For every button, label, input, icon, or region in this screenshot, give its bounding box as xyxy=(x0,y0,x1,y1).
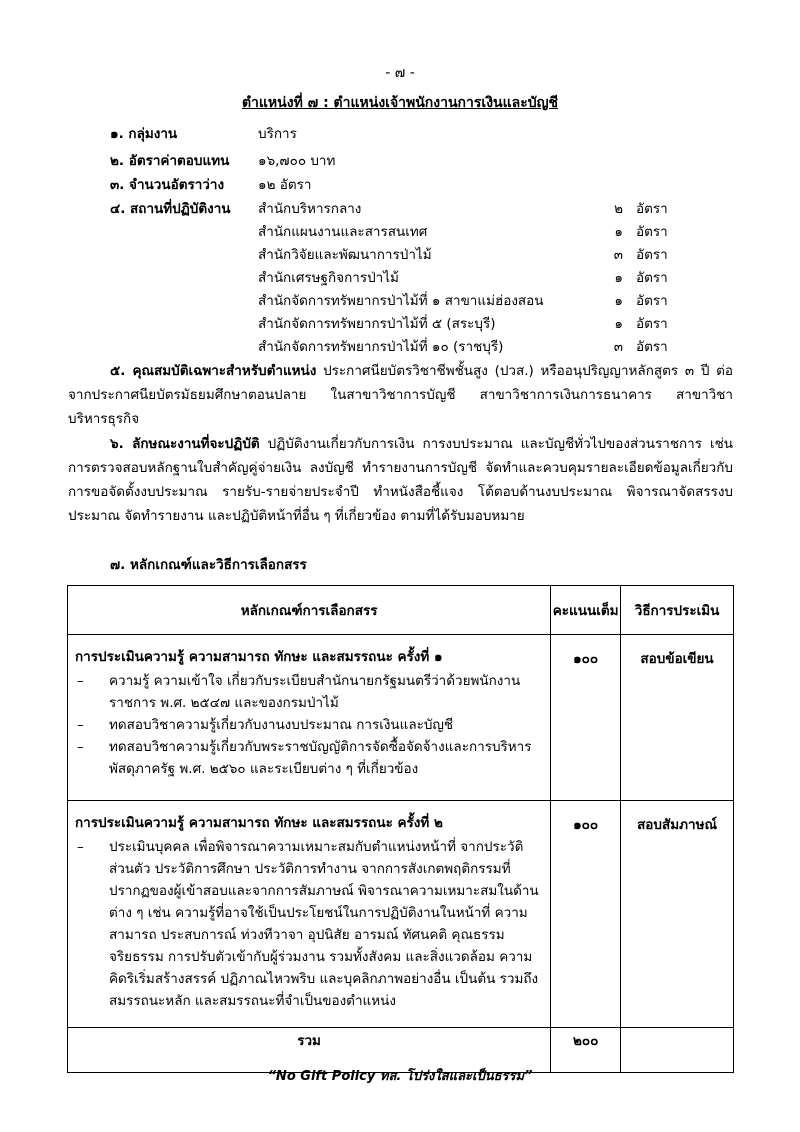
location-unit: อัตรา xyxy=(636,293,668,309)
location-name: สำนักเศรษฐกิจการป่าไม้ xyxy=(258,270,399,286)
header-criteria: หลักเกณฑ์การเลือกสรร xyxy=(68,586,551,635)
footer-slogan: “No Gift Policy ทส. โปร่งใสและเป็นธรรม” xyxy=(267,1069,533,1084)
header-score: คะแนนเต็ม xyxy=(551,586,621,635)
criteria-cell xyxy=(68,635,551,801)
total-score: ๒๐๐ xyxy=(551,1028,621,1073)
page-number: - ๗ - xyxy=(385,65,415,81)
location-unit: อัตรา xyxy=(636,316,668,332)
section-method: สอบข้อเขียน xyxy=(621,635,734,801)
vacancy-value: ๑๒ อัตรา xyxy=(258,177,312,193)
location-count: ๑ xyxy=(614,293,623,309)
group-label: ๑. กลุ่มงาน xyxy=(110,126,178,142)
qualification-text: ประกาศนียบัตรวิชาชีพชั้นสูง (ปวส.) หรืออนุปริญญาหลักสูตร ๓ ปี ต่อจากประกาศนียบัตรมัธยมศึกษาตอนปลาย ในสาขาวิชาการบัญชี สาขาวิชาการเงินการธนาคาร สาขาวิชาบริหารธุรกิจ xyxy=(68,363,733,427)
location-count: ๓ xyxy=(613,247,623,263)
bullet-text: ความรู้ ความเข้าใจ เกี่ยวกับระเบียบสำนักนายกรัฐมนตรีว่าด้วยพนักงานราชการ พ.ศ. ๒๕๔๗ และของกรมป่าไม้ xyxy=(109,673,521,711)
location-item xyxy=(258,198,728,220)
location-name: สำนักบริหารกลาง xyxy=(258,201,362,217)
location-label: ๔. สถานที่ปฏิบัติงาน xyxy=(110,201,231,217)
wage-value: ๑๖,๗๐๐ บาท xyxy=(258,153,336,169)
bullet-text: ทดสอบวิชาความรู้เกี่ยวกับพระราชบัญญัติการจัดซื้อจัดจ้างและการบริหารพัสดุภาครัฐ พ.ศ. ๒๕๖๐ และระเบียบต่าง ๆ ที่เกี่ยวข้อง xyxy=(109,739,532,777)
table-header-row xyxy=(68,586,734,635)
section-method: สอบสัมภาษณ์ xyxy=(621,801,734,1028)
duties-text: ปฏิบัติงานเกี่ยวกับการเงิน การงบประมาณ และบัญชีทั่วไปของส่วนราชการ เช่น การตรวจสอบหลักฐานใบสำคัญคู่จ่ายเงิน ลงบัญชี ทำรายงานการบัญชี จัดทำและควบคุมรายละเอียดข้อมูลเกี่ยวกับการขอจัดตั้งงบประมาณ รายรับ-รายจ่ายประจำปี ทำหนังสือชี้แจง โต้ตอบด้านงบประมาณ พิจารณาจัดสรรงบประมาณ จัดทำรายงาน และปฏิบัติหน้าที่อื่น ๆ ที่เกี่ยวข้อง ตามที่ได้รับมอบหมาย xyxy=(68,436,733,524)
location-count: ๑ xyxy=(614,224,623,240)
criteria-bullet: – ประเมินบุคคล เพื่อพิจารณาความเหมาะสมกับตำแหน่งหน้าที่ จากประวัติส่วนตัว ประวัติการศึกษา ประวัติการทำงาน จากการสังเกตพฤติกรรมที่ปรากฏของผู้เข้าสอบและจากการสัมภาษณ์ พิจารณาความเหมาะสมในด้านต่าง ๆ เช่น ความรู้ที่อาจใช้เป็นประโยชน์ในการปฏิบัติงานในหน้าที่ ความสามารถ ประสบการณ์ ท่วงทีวาจา อุปนิสัย อารมณ์ ทัศนคติ คุณธรรม จริยธรรม การปรับตัวเข้ากับผู้ร่วมงาน รวมทั้งสังคม และสิ่งแวดล้อม ความคิดริเริ่มสร้างสรรค์ ปฏิภาณไหวพริบ และบุคลิกภาพอย่างอื่น เป็นต้น รวมถึงสมรรถนะหลัก และสมรรถนะที่จำเป็นของตำแหน่ง xyxy=(69,836,549,1012)
location-item xyxy=(258,221,728,243)
criteria-heading: ๗. หลักเกณฑ์และวิธีการเลือกสรร xyxy=(110,557,307,573)
qualification-label: ๕. คุณสมบัติเฉพาะสำหรับตำแหน่ง xyxy=(110,363,317,379)
location-name: สำนักจัดการทรัพยากรป่าไม้ที่ ๑๐ (ราชบุรี) xyxy=(258,339,504,355)
location-count: ๑ xyxy=(614,270,623,286)
location-unit: อัตรา xyxy=(636,339,668,355)
location-item xyxy=(258,336,728,358)
position-title-text: ตำแหน่งที่ ๗ : ตำแหน่งเจ้าพนักงานการเงินและบัญชี xyxy=(241,95,559,111)
location-unit: อัตรา xyxy=(636,270,668,286)
qualification-paragraph xyxy=(68,359,733,431)
table-row xyxy=(68,801,734,1028)
location-count: ๑ xyxy=(614,316,623,332)
criteria-cell xyxy=(68,801,551,1028)
header-method: วิธีการประเมิน xyxy=(621,586,734,635)
criteria-bullet: – ทดสอบวิชาความรู้เกี่ยวกับงานงบประมาณ การเงินและบัญชี xyxy=(69,714,549,736)
location-unit: อัตรา xyxy=(636,247,668,263)
location-item xyxy=(258,267,728,289)
section-score: ๑๐๐ xyxy=(551,801,621,1028)
wage-label: ๒. อัตราค่าตอบแทน xyxy=(110,153,230,169)
duties-paragraph xyxy=(68,432,733,528)
position-title xyxy=(0,92,800,114)
location-unit: อัตรา xyxy=(636,224,668,240)
total-label: รวม xyxy=(68,1028,551,1073)
location-name: สำนักแผนงานและสารสนเทศ xyxy=(258,224,428,240)
criteria-bullet: – ความรู้ ความเข้าใจ เกี่ยวกับระเบียบสำนักนายกรัฐมนตรีว่าด้วยพนักงานราชการ พ.ศ. ๒๕๔๗ และของกรมป่าไม้ xyxy=(69,670,549,714)
location-count: ๒ xyxy=(614,201,623,217)
section-score: ๑๐๐ xyxy=(551,635,621,801)
location-item xyxy=(258,244,728,266)
location-count: ๓ xyxy=(613,339,623,355)
duties-label: ๖. ลักษณะงานที่จะปฏิบัติ xyxy=(110,436,260,452)
group-value: บริการ xyxy=(258,126,297,142)
location-name: สำนักจัดการทรัพยากรป่าไม้ที่ ๕ (สระบุรี) xyxy=(258,316,496,332)
location-unit: อัตรา xyxy=(636,201,668,217)
vacancy-label: ๓. จำนวนอัตราว่าง xyxy=(110,177,225,193)
table-row xyxy=(68,635,734,801)
section-title: การประเมินความรู้ ความสามารถ ทักษะ และสมรรถนะ ครั้งที่ ๑ xyxy=(75,649,443,665)
criteria-table xyxy=(67,585,734,1073)
criteria-bullet: – ทดสอบวิชาความรู้เกี่ยวกับพระราชบัญญัติการจัดซื้อจัดจ้างและการบริหารพัสดุภาครัฐ พ.ศ. ๒๕๖๐ และระเบียบต่าง ๆ ที่เกี่ยวข้อง xyxy=(69,736,549,780)
location-name: สำนักวิจัยและพัฒนาการป่าไม้ xyxy=(258,247,432,263)
bullet-text: ทดสอบวิชาความรู้เกี่ยวกับงานงบประมาณ การเงินและบัญชี xyxy=(109,717,454,733)
location-item xyxy=(258,290,728,312)
section-title: การประเมินความรู้ ความสามารถ ทักษะ และสมรรถนะ ครั้งที่ ๒ xyxy=(75,815,443,831)
location-name: สำนักจัดการทรัพยากรป่าไม้ที่ ๑ สาขาแม่ฮ่องสอน xyxy=(258,293,544,309)
bullet-text: ประเมินบุคคล เพื่อพิจารณาความเหมาะสมกับตำแหน่งหน้าที่ จากประวัติส่วนตัว ประวัติการศึกษา ประวัติการทำงาน จากการสังเกตพฤติกรรมที่ปรากฏของผู้เข้าสอบและจากการสัมภาษณ์ พิจารณาความเหมาะสมในด้านต่าง ๆ เช่น ความรู้ที่อาจใช้เป็นประโยชน์ในการปฏิบัติงานในหน้าที่ ความสามารถ ประสบการณ์ ท่วงทีวาจา อุปนิสัย อารมณ์ ทัศนคติ คุณธรรม จริยธรรม การปรับตัวเข้ากับผู้ร่วมงาน รวมทั้งสังคม และสิ่งแวดล้อม ความคิดริเริ่มสร้างสรรค์ ปฏิภาณไหวพริบ และบุคลิกภาพอย่างอื่น เป็นต้น รวมถึงสมรรถนะหลัก และสมรรถนะที่จำเป็นของตำแหน่ง xyxy=(109,839,539,1009)
location-item xyxy=(258,313,728,335)
